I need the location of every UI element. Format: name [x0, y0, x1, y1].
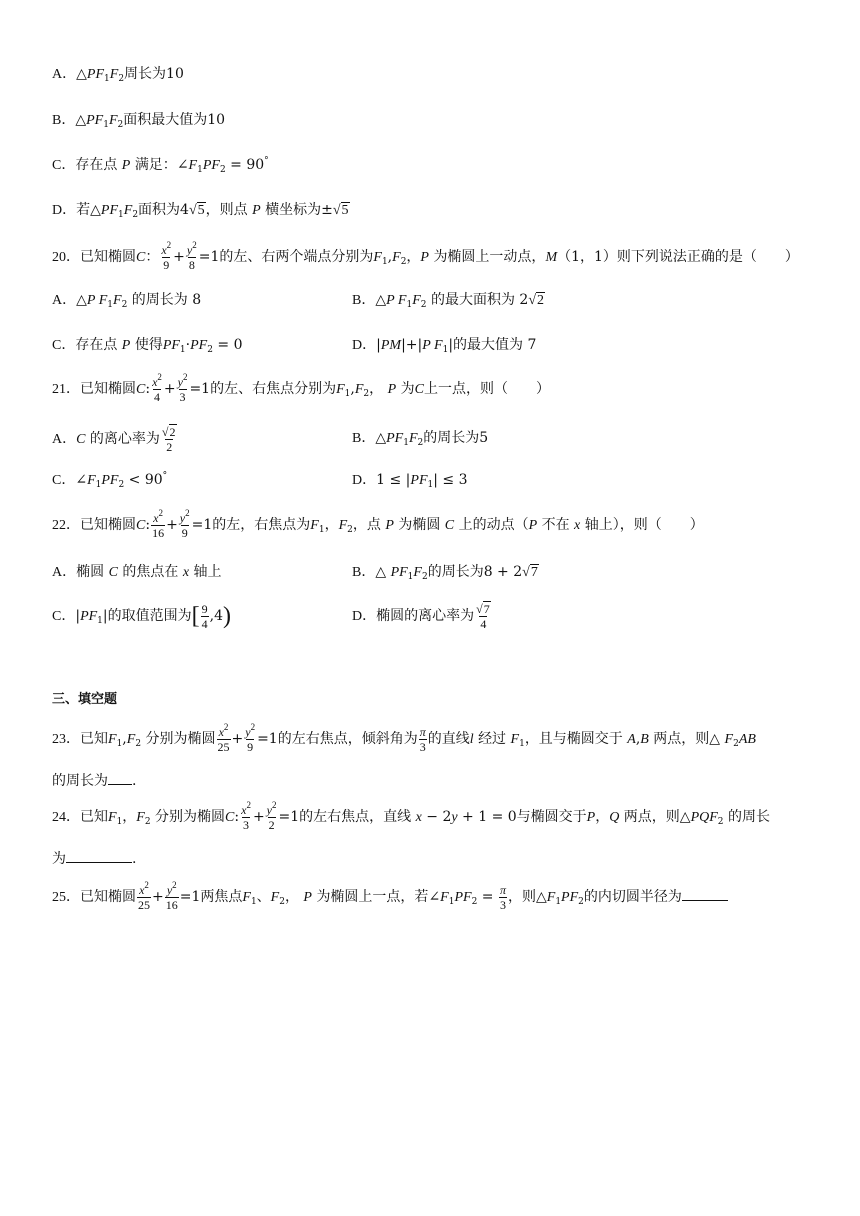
- option-label: B．: [352, 293, 376, 308]
- q21-option-b: B．$\triangle PF_1F_2$的周长为5: [352, 430, 489, 448]
- option-text: 使得: [134, 337, 163, 353]
- option-text: 的焦点在: [122, 564, 179, 580]
- stem-text: 的直线: [427, 731, 470, 747]
- option-label: C．: [52, 158, 76, 173]
- option-label: D．: [352, 338, 377, 353]
- option-text: 轴上: [193, 564, 222, 580]
- stem-text: 为椭圆上一动点，: [433, 249, 546, 265]
- stem-text: ，: [284, 889, 299, 905]
- question-number: 24．: [52, 810, 80, 825]
- stem-text: 不在: [541, 517, 570, 533]
- option-label: A．: [52, 565, 77, 580]
- stem-text: 的左、右两个端点分别为: [219, 249, 374, 265]
- stem-text: 经过: [478, 731, 507, 747]
- question-number: 20．: [52, 250, 80, 265]
- q22-option-c: C．$|PF_1|$的取值范围为[ $\frac{9}{4}$ ,4): [52, 601, 231, 631]
- q22-option-d: D．椭圆的离心率为 $\frac{√7}{4}$: [352, 601, 490, 631]
- answer-blank[interactable]: [108, 770, 132, 785]
- stem-text: 的左右焦点，直线: [299, 809, 412, 825]
- option-text: 的最大值为 7: [453, 337, 537, 353]
- option-text: 周长为10: [124, 66, 184, 82]
- stem-text: 、: [256, 889, 271, 905]
- option-text: 的最大面积为 2: [430, 292, 529, 308]
- question-number: 25．: [52, 890, 80, 905]
- q20-option-b: B．△P $F_1F_2$ 的最大面积为 2√2: [352, 292, 545, 310]
- q19-option-d: D．若$\triangle PF_1F_2$面积为4√5，则点 P 横坐标为±√5: [52, 202, 349, 220]
- option-text: 椭圆: [76, 564, 105, 580]
- question-number: 23．: [52, 732, 80, 747]
- stem-text: 的周长为: [52, 773, 108, 789]
- option-text: 的周长为 8: [131, 292, 202, 308]
- stem-text: 分别为椭圆: [155, 809, 226, 825]
- stem-text: 的周长: [727, 809, 770, 825]
- q25-stem: 25．已知椭圆 $\frac{x^2}{25}$ + $\frac{y^2}{16}$ =1两焦点$F_1$、$F_2$， P 为椭圆上一点，若$\angle F_1PF_2$ = $\frac{\pi}{3}$ ，则$\triangle F_1PF_2$的内切圆半径为: [52, 880, 728, 915]
- q21-option-d: D．$1 \le |PF_1| \le 3$: [352, 472, 468, 490]
- stem-text: 的内切圆半径为: [583, 889, 682, 905]
- q24-stem-cont: [52, 848, 136, 869]
- stem-text: 已知椭圆: [80, 517, 136, 533]
- option-text: 的周长为5: [423, 430, 489, 446]
- option-text: 横坐标为: [265, 202, 322, 218]
- question-number: 21．: [52, 382, 80, 397]
- q22-option-a: A．椭圆 C 的焦点在 x 轴上: [52, 564, 222, 580]
- stem-text: 的左、右焦点分别为: [210, 381, 337, 397]
- stem-text: 上的动点（: [458, 517, 529, 533]
- option-label: A．: [52, 432, 77, 447]
- q24-stem: 24．已知$F_1$，$F_2$ 分别为椭圆C: $\frac{x^2}{3}$ + $\frac{y^2}{2}$ =1的左右焦点，直线 x − 2y + 1 = 0与椭圆交于P，Q 两点，则$\triangle PQF_2$ 的周长: [52, 799, 770, 832]
- q22-stem: 22．已知椭圆C: $\frac{x^2}{16}$ + $\frac{y^2}{9}$ =1的左，右焦点为$F_1$，$F_2$，点 P 为椭圆 C 上的动点（P 不在 x 轴上），则（ ）: [52, 507, 704, 540]
- option-label: B．: [352, 431, 376, 446]
- option-label: C．: [52, 338, 76, 353]
- q23-stem-cont: [52, 770, 136, 791]
- stem-text: 的左右焦点，倾斜角为: [277, 731, 418, 747]
- stem-text: 两点，则△: [653, 731, 721, 747]
- option-text: 的离心率为: [89, 431, 160, 447]
- option-text: 存在点: [75, 157, 118, 173]
- option-label: C．: [52, 473, 76, 488]
- stem-text: 已知: [80, 809, 108, 825]
- stem-text: 已知椭圆: [80, 249, 136, 265]
- question-number: 22．: [52, 518, 80, 533]
- q19-option-a: A．$\triangle PF_1F_2$周长为10: [52, 66, 184, 84]
- q21-stem: 21．已知椭圆C: $\frac{x^2}{4}$ + $\frac{y^2}{3}$ =1的左、右焦点分别为$F_1,F_2$， P 为C上一点，则（ ）: [52, 371, 550, 404]
- q21-option-a: A．C 的离心率为 $\frac{√2}{2}$: [52, 424, 176, 454]
- q23-stem: 23．已知$F_1,F_2$ 分别为椭圆 $\frac{x^2}{25}$ + $\frac{y^2}{9}$ =1的左右焦点，倾斜角为 $\frac{\pi}{3}$ 的直线l 经过 $F_1$，且与椭圆交于 A,B 两点，则△ $F_2AB$: [52, 721, 756, 754]
- q21-option-c: C．$\angle F_1PF_2 < 90^\circ$: [52, 471, 168, 490]
- option-label: D．: [52, 203, 77, 218]
- stem-text: 两点，则△: [623, 809, 691, 825]
- stem-text: 上一点，则（ ）: [423, 381, 550, 397]
- stem-text: 为: [400, 381, 415, 397]
- option-label: C．: [52, 609, 76, 624]
- answer-blank[interactable]: [66, 848, 132, 863]
- stem-text: 轴上），则（ ）: [584, 517, 704, 533]
- q20-option-a: A．△P $F_1F_2$ 的周长为 8: [52, 292, 202, 310]
- stem-text: ，则△: [507, 889, 547, 905]
- option-text: 若: [76, 202, 91, 218]
- option-label: A．: [52, 67, 77, 82]
- stem-text: 已知: [80, 731, 108, 747]
- answer-blank[interactable]: [682, 886, 728, 901]
- stem-text: 的左，右焦点为: [212, 517, 311, 533]
- stem-text: 两焦点: [200, 889, 243, 905]
- option-label: D．: [352, 609, 377, 624]
- option-text: 椭圆的离心率为: [376, 608, 475, 624]
- stem-text: ，点: [352, 517, 381, 533]
- option-label: B．: [352, 565, 376, 580]
- option-text: 面积为: [138, 202, 181, 218]
- stem-text: 为: [52, 851, 66, 867]
- option-text: 的取值范围为: [107, 608, 192, 624]
- option-text: ，则点: [205, 202, 248, 218]
- q19-option-c: C．存在点 P 满足：$\angle F_1PF_2 = 90^\circ$: [52, 156, 269, 175]
- stem-text: 已知椭圆: [80, 381, 136, 397]
- option-text: 面积最大值为10: [123, 112, 226, 128]
- stem-text: 为椭圆: [398, 517, 441, 533]
- stem-text: 为椭圆上一点，若: [316, 889, 429, 905]
- option-text: 满足：: [134, 157, 177, 173]
- option-label: A．: [52, 293, 77, 308]
- q19-option-b: B．$\triangle PF_1F_2$面积最大值为10: [52, 112, 226, 130]
- option-label: D．: [352, 473, 377, 488]
- stem-text: 分别为椭圆: [145, 731, 216, 747]
- stem-text: ，且与椭圆交于: [524, 731, 623, 747]
- stem-text: .: [132, 851, 137, 867]
- option-label: B．: [52, 113, 76, 128]
- stem-text: （1，1）则下列说法正确的是（ ）: [557, 249, 799, 265]
- q22-option-b: B．△ $PF_1F_2$的周长为8 + 2√7: [352, 564, 538, 582]
- option-text: 的周长为: [427, 564, 484, 580]
- q20-option-c: C．存在点 P 使得$PF_1\cdot PF_2 = 0$: [52, 337, 243, 355]
- stem-text: 已知椭圆: [80, 889, 136, 905]
- q20-stem: 20．已知椭圆C： $\frac{x^2}{9}$ + $\frac{y^2}{8}$ =1的左、右两个端点分别为$F_1,F_2$，P 为椭圆上一动点，M（1，1）则下列说法正确的是（ ）: [52, 239, 799, 272]
- section-heading: 三、填空题: [52, 692, 118, 707]
- option-text: 存在点: [75, 337, 118, 353]
- stem-text: .: [132, 773, 137, 789]
- q20-option-d: D．|PM|+|P $F_1|$的最大值为 7: [352, 337, 537, 355]
- stem-text: 与椭圆交于: [516, 809, 587, 825]
